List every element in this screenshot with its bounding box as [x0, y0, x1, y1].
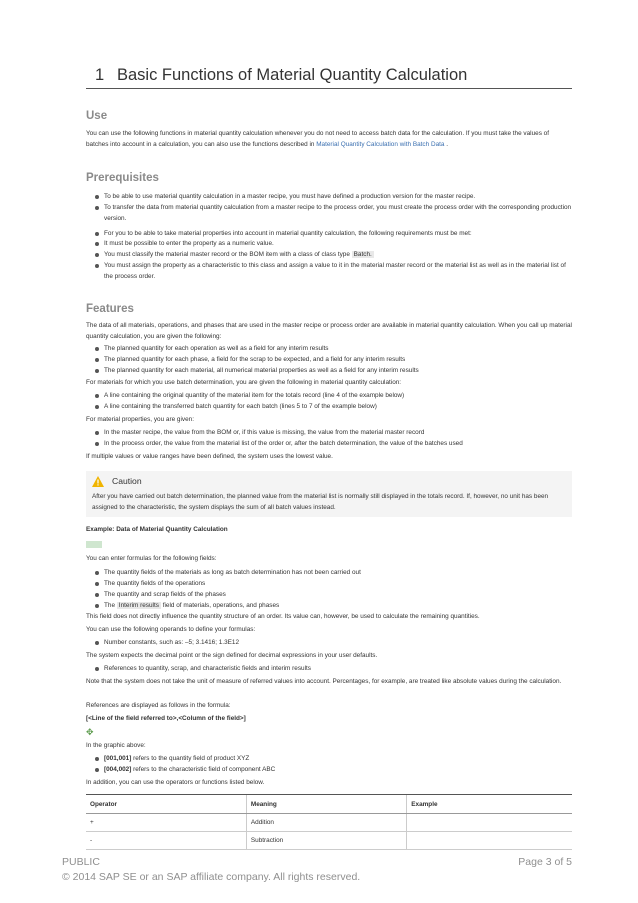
- footer-classification: PUBLIC: [62, 856, 100, 868]
- features-list-3: [86, 427, 572, 449]
- class-type-text: You must classify the material master record or the BOM item with a class of class type: [104, 251, 352, 258]
- prerequisites-list-2: [86, 238, 572, 282]
- example-title: Example: Data of Material Quantity Calculation: [86, 526, 228, 533]
- example-image: [86, 541, 102, 548]
- batch-intro: For materials for which you use batch determination, you are given the following in material quantity calculation:: [86, 379, 402, 386]
- list-item: The quantity fields of the materials as long as batch determination has not been carried out: [86, 567, 572, 578]
- list-item: The quantity and scrap fields of the phases: [86, 589, 572, 600]
- footer-page-number: Page 3 of 5: [518, 856, 572, 868]
- warning-icon: [92, 476, 104, 487]
- features-intro: The data of all materials, operations, and phases that are used in the master recipe or process order are available in material quantity calculation. When you call up material quantity calculation, you are given the following:: [86, 322, 572, 340]
- table-cell: -: [86, 832, 246, 850]
- heading-number: 1: [95, 66, 105, 84]
- formulas-intro: You can enter formulas for the following fields:: [86, 555, 217, 562]
- col-operator: Operator: [86, 795, 246, 814]
- list-item: To transfer the data from material quantity calculation from a master recipe to the process order, you must create the process order with the corresponding production version.: [86, 202, 572, 224]
- ref-code: [004,002]: [104, 766, 132, 773]
- list-item: Number constants, such as: –5; 3.1416; 1.3E12: [86, 637, 572, 648]
- refs-list: [86, 663, 572, 674]
- interim-results-tag: Interim results: [118, 602, 159, 609]
- refs-display: References are displayed as follows in the formula:: [86, 702, 231, 709]
- formula-fields-list: [86, 567, 572, 611]
- col-example: Example: [407, 795, 572, 814]
- props-intro: For material properties, you are given:: [86, 416, 194, 423]
- table-header-row: [86, 795, 572, 814]
- list-item: The planned quantity for each phase, a field for the scrap to be expected, and a field for any interim results: [86, 354, 572, 365]
- list-item: The planned quantity for each material, all numerical material properties as well as a field for any interim results: [86, 365, 572, 376]
- list-item: In the process order, the value from the material list of the order or, after the batch determination, the value of the batches used: [86, 438, 572, 449]
- field-text: The: [104, 602, 117, 609]
- list-item: The quantity fields of the operations: [86, 578, 572, 589]
- features-title: Features: [86, 303, 134, 315]
- lowest-value-note: If multiple values or value ranges have been defined, the system uses the lowest value.: [86, 453, 333, 460]
- list-item: For you to be able to take material properties into account in material quantity calculation, the following requirements must be met:: [86, 228, 572, 239]
- operators-intro: In addition, you can use the operators or functions listed below.: [86, 779, 265, 786]
- class-type-tag: Batch.: [353, 251, 372, 258]
- table-row: [86, 814, 572, 832]
- list-item: A line containing the original quantity of the material item for the totals record (line 4 of the example below): [86, 390, 572, 401]
- table-cell: [407, 814, 572, 832]
- use-text: You can use the following functions in material quantity calculation whenever you do not need to access batch data for the calculation. If you must take the values of batches into account in a calculation, you can also use the functions described in: [86, 130, 550, 148]
- field-text: field of materials, operations, and phases: [160, 602, 280, 609]
- list-item: [86, 249, 572, 260]
- caution-label: Caution: [112, 476, 142, 486]
- use-paragraph: [86, 128, 572, 150]
- decimal-note: The system expects the decimal point or the sign defined for decimal expressions in your user defaults.: [86, 652, 378, 659]
- list-item: [86, 600, 572, 611]
- unit-note: Note that the system does not take the unit of measure of referred values into account. Percentages, for example, are treated like absolute values during the calculation.: [86, 678, 562, 685]
- list-item: It must be possible to enter the property as a numeric value.: [86, 238, 572, 249]
- list-item: In the master recipe, the value from the BOM or, if this value is missing, the value from the material master record: [86, 427, 572, 438]
- batch-data-link[interactable]: Material Quantity Calculation with Batch Data: [316, 141, 445, 148]
- caution-box: [86, 471, 572, 517]
- list-item: [86, 764, 572, 775]
- use-title: Use: [86, 110, 108, 122]
- col-meaning: Meaning: [246, 795, 406, 814]
- list-item: References to quantity, scrap, and characteristic fields and interim results: [86, 663, 572, 674]
- table-cell: +: [86, 814, 246, 832]
- prerequisites-list-1: [86, 191, 572, 239]
- ref-format: [<Line of the field referred to>,<Column of the field>]: [86, 715, 246, 722]
- ref-text: refers to the characteristic field of component ABC: [131, 766, 276, 773]
- table-cell: [407, 832, 572, 850]
- list-item: [86, 753, 572, 764]
- operators-table: [86, 794, 572, 850]
- operands-list: [86, 637, 572, 648]
- table-cell: Subtraction: [246, 832, 406, 850]
- list-item: You must assign the property as a characteristic to this class and assign a value to it in the material master record or the material list as well as in the material list of the process order.: [86, 260, 572, 282]
- graphic-list: [86, 753, 572, 775]
- operands-intro: You can use the following operands to define your formulas:: [86, 626, 256, 633]
- list-item: A line containing the transferred batch quantity for each batch (lines 5 to 7 of the example below): [86, 401, 572, 412]
- list-item: To be able to use material quantity calculation in a master recipe, you must have defined a production version for the master recipe.: [86, 191, 572, 202]
- list-item: The planned quantity for each operation as well as a field for any interim results: [86, 343, 572, 354]
- ref-code: [001,001]: [104, 755, 132, 762]
- ref-text: refers to the quantity field of product XYZ: [131, 755, 250, 762]
- footer-copyright: © 2014 SAP SE or an SAP affiliate company. All rights reserved.: [62, 871, 361, 883]
- features-list-1: [86, 343, 572, 376]
- table-cell: Addition: [246, 814, 406, 832]
- features-list-2: [86, 390, 572, 412]
- heading-title: Basic Functions of Material Quantity Calculation: [117, 66, 468, 84]
- formula-image-icon: ✥: [86, 727, 94, 737]
- table-row: [86, 832, 572, 850]
- use-text-end: .: [444, 141, 449, 148]
- caution-text: After you have carried out batch determination, the planned value from the material list is normally still displayed in the totals record. If, however, no unit has been assigned to the characteristic, the system displays the sum of all batch values instead.: [92, 493, 549, 511]
- prerequisites-title: Prerequisites: [86, 172, 159, 184]
- graphic-intro: In the graphic above:: [86, 742, 146, 749]
- section-heading: [86, 64, 572, 89]
- structure-note: This field does not directly influence the quantity structure of an order. Its value can, however, be used to calculate the remaining quantities.: [86, 613, 480, 620]
